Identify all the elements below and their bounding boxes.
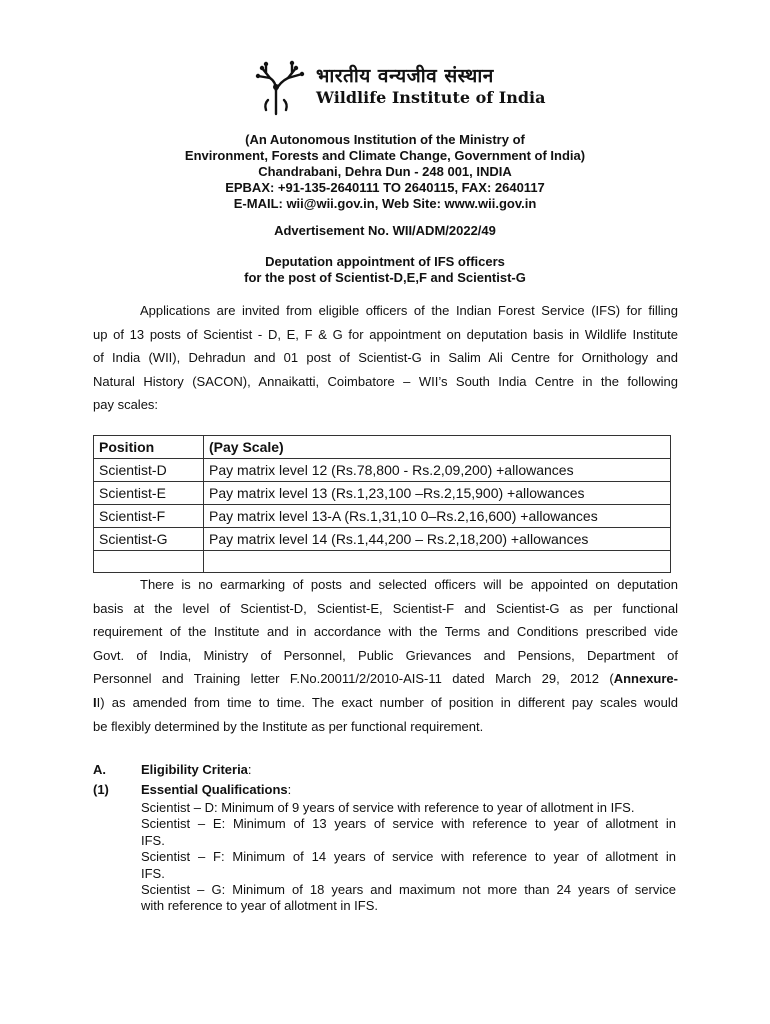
table-row [94,528,671,551]
header-line-4: EPBAX: +91-135-2640111 TO 2640115, FAX: 2640117 [225,180,545,195]
table-row [94,505,671,528]
column-header-pay-scale: (Pay Scale) [204,436,671,459]
position-cell: Scientist-F [94,505,204,528]
pay-scale-cell: Pay matrix level 13 (Rs.1,23,100 –Rs.2,15,900) +allowances [204,482,671,505]
paragraph-line: basis at the level of Scientist-D, Scientist-E, Scientist-F and Scientist-G as per functional [93,600,678,616]
header-line-5: E-MAIL: wii@wii.gov.in, Web Site: www.wii.gov.in [233,196,537,211]
qualification-line: IFS. [141,865,165,881]
header-line-1: (An Autonomous Institution of the Ministry of [245,132,525,147]
table-header-row [94,436,671,459]
qualification-line: IFS. [141,832,165,848]
section-a-label: A. [93,762,106,777]
position-cell: Scientist-E [94,482,204,505]
position-cell: Scientist-G [94,528,204,551]
position-cell: Scientist-D [94,459,204,482]
header-line-2: Environment, Forests and Climate Change, Government of India) [184,148,586,163]
advertisement-number: Advertisement No. WII/ADM/2022/49 [274,223,496,238]
section-1-title-text: Essential Qualifications [141,782,288,797]
column-header-position: Position [94,436,204,459]
qualifications-list [141,800,676,915]
qualification-line: Scientist – G: Minimum of 18 years and maximum not more than 24 years of service [141,881,676,897]
table-empty-row [94,551,671,573]
qualification-line: Scientist – D: Minimum of 9 years of service with reference to year of allotment in IFS. [141,800,635,815]
paragraph-line [93,691,678,715]
pay-scale-cell: Pay matrix level 13-A (Rs.1,31,10 0–Rs.2,16,600) +allowances [204,505,671,528]
paragraph-line: pay scales: [93,397,159,413]
paragraph-line-text: I) as amended from time to time. The exact number of position in different pay scales would [96,694,678,710]
pay-scale-cell: Pay matrix level 14 (Rs.1,44,200 – Rs.2,18,200) +allowances [204,528,671,551]
empty-cell [94,551,204,573]
intro-paragraph [93,299,678,417]
qualification-line: Scientist – E: Minimum of 13 years of service with reference to year of allotment in [141,816,676,832]
annexure-reference: Annexure- [613,671,678,687]
pay-scale-table [93,435,671,573]
section-a-title [141,762,252,777]
table-row [94,459,671,482]
section-1-colon: : [287,782,292,797]
subject-line-2: for the post of Scientist-D,E,F and Scientist-G [244,270,526,285]
paragraph-line: up of 13 posts of Scientist - D, E, F & G for appointment on deputation basis in Wildlife Institute [93,326,678,342]
empty-cell [204,551,671,573]
qualification-line: with reference to year of allotment in IFS. [141,898,378,914]
deputation-paragraph [93,573,678,738]
section-1-title [141,782,291,797]
wii-logo [254,60,546,116]
header-line-3: Chandrabani, Dehra Dun - 248 001, INDIA [258,164,512,179]
section-a-title-text: Eligibility Criteria [141,762,248,777]
deer-antler-logo-icon [254,60,308,116]
logo-hindi-name: भारतीय वन्यजीव संस्थान [316,65,494,87]
paragraph-line: Govt. of India, Ministry of Personnel, Public Grievances and Pensions, Department of [93,647,678,663]
table-row [94,482,671,505]
qualification-line: Scientist – F: Minimum of 14 years of service with reference to year of allotment in [141,849,676,865]
paragraph-line: There is no earmarking of posts and selected officers will be appointed on deputation [140,577,678,592]
section-1-label: (1) [93,782,109,797]
paragraph-line-text: Personnel and Training letter F.No.20011/2/2010-AIS-11 dated March 29, 2012 ( [93,671,614,687]
subject-block [0,254,770,286]
paragraph-line: Applications are invited from eligible officers of the Indian Forest Service (IFS) for filling [140,303,678,318]
pay-scale-cell: Pay matrix level 12 (Rs.78,800 - Rs.2,09,200) +allowances [204,459,671,482]
subject-line-1: Deputation appointment of IFS officers [265,254,505,269]
paragraph-line [93,667,678,691]
institution-header [0,132,770,212]
section-a-colon: : [247,762,252,777]
logo-english-name: Wildlife Institute of India [316,88,546,107]
annexure-reference-cont: I [93,694,97,710]
paragraph-line: Natural History (SACON), Annaikatti, Coimbatore – WII’s South India Centre in the following [93,373,678,389]
paragraph-line: requirement of the Institute and in accordance with the Terms and Conditions prescribed vide [93,624,678,640]
paragraph-line: be flexibly determined by the Institute as per functional requirement. [93,718,484,734]
paragraph-line: of India (WII), Dehradun and 01 post of Scientist-G in Salim Ali Centre for Ornithology and [93,350,678,366]
